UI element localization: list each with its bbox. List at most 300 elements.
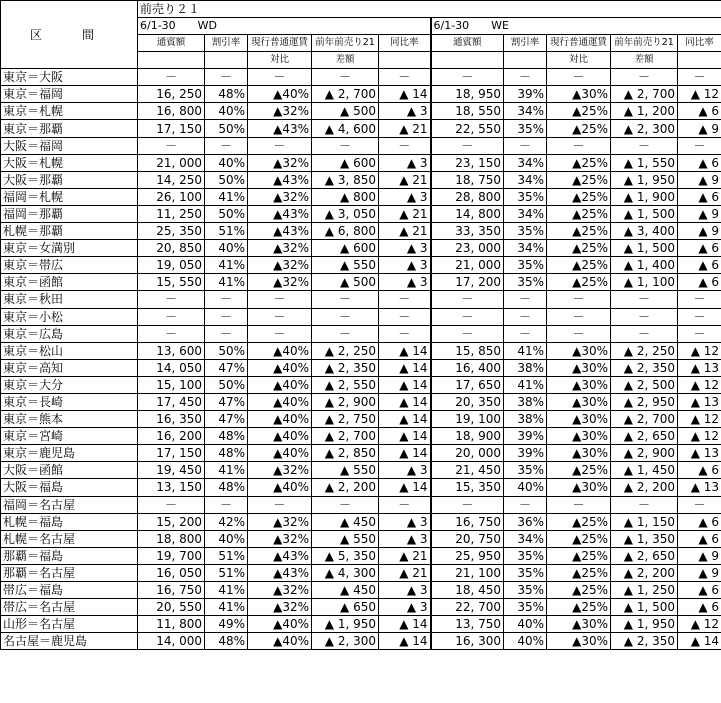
we-ratio-cell: ▲ 14: [678, 633, 721, 650]
wd-disc-cell: 48%: [205, 445, 248, 462]
we-prev-cell: ▲ 2, 200: [611, 479, 678, 496]
we-disc-cell: 40%: [504, 479, 547, 496]
wd-cmp-cell: ▲32%: [248, 188, 312, 205]
we-fare-cell: 20, 750: [431, 530, 504, 547]
we-ratio-cell: ▲ 12: [678, 428, 721, 445]
wd-disc-cell: 51%: [205, 223, 248, 240]
we-cmp-header: 現行普通運賃: [547, 35, 611, 52]
wd-fare-cell: 19, 700: [138, 547, 205, 564]
we-cmp-cell: ▲25%: [547, 582, 611, 599]
wd-ratio-cell: ▲ 3: [379, 103, 431, 120]
we-cmp-cell: ▲25%: [547, 513, 611, 530]
wd-cmp-cell: ▲32%: [248, 257, 312, 274]
wd-cmp-cell: ▲40%: [248, 428, 312, 445]
wd-ratio-cell: －: [379, 69, 431, 86]
wd-fare-cell: 16, 250: [138, 86, 205, 103]
we-disc-cell: 35%: [504, 274, 547, 291]
we-disc-cell: 41%: [504, 342, 547, 359]
we-ratio-cell: ▲ 12: [678, 86, 721, 103]
we-disc-cell: 41%: [504, 376, 547, 393]
we-cmp-cell: ▲25%: [547, 171, 611, 188]
wd-disc-cell: －: [205, 69, 248, 86]
route-cell: 東京＝函館: [1, 274, 138, 291]
table-row: [1, 428, 721, 445]
wd-disc-cell: 40%: [205, 103, 248, 120]
we-prev-cell: ▲ 1, 400: [611, 257, 678, 274]
wd-prev-cell: ▲ 650: [312, 599, 379, 616]
we-cmp-cell: ▲25%: [547, 120, 611, 137]
wd-ratio-cell: ▲ 21: [379, 547, 431, 564]
table-row: [1, 205, 721, 222]
wd-ratio-cell: ▲ 14: [379, 411, 431, 428]
route-cell: 大阪＝札幌: [1, 154, 138, 171]
table-row: [1, 171, 721, 188]
wd-prev-header: 前年前売り21: [312, 35, 379, 52]
we-prev-cell: ▲ 1, 950: [611, 616, 678, 633]
we-disc-cell: 34%: [504, 154, 547, 171]
table-row: [1, 393, 721, 410]
we-fare-cell: 15, 350: [431, 479, 504, 496]
wd-fare-cell: －: [138, 308, 205, 325]
wd-fare-cell: 14, 000: [138, 633, 205, 650]
wd-disc-cell: 51%: [205, 547, 248, 564]
we-fare-cell: 23, 150: [431, 154, 504, 171]
wd-prev-cell: ▲ 500: [312, 103, 379, 120]
wd-prev-cell: －: [312, 308, 379, 325]
we-prev-cell: ▲ 2, 700: [611, 411, 678, 428]
wd-prev-cell: ▲ 550: [312, 462, 379, 479]
route-cell: 東京＝熊本: [1, 411, 138, 428]
route-cell: 那覇＝名古屋: [1, 564, 138, 581]
we-prev-cell: －: [611, 137, 678, 154]
table-row: [1, 530, 721, 547]
wd-ratio-cell: －: [379, 325, 431, 342]
we-prev-cell: －: [611, 496, 678, 513]
we-disc-cell: －: [504, 308, 547, 325]
wd-ratio-cell: ▲ 3: [379, 188, 431, 205]
wd-prev-cell: ▲ 600: [312, 154, 379, 171]
table-row: [1, 359, 721, 376]
wd-prev-cell: ▲ 1, 950: [312, 616, 379, 633]
route-cell: 東京＝秋田: [1, 291, 138, 308]
we-prev-cell: ▲ 1, 500: [611, 240, 678, 257]
route-cell: 東京＝小松: [1, 308, 138, 325]
wd-ratio-cell: ▲ 21: [379, 205, 431, 222]
wd-disc-cell: －: [205, 496, 248, 513]
wd-disc-cell: 50%: [205, 120, 248, 137]
we-cmp-cell: ▲25%: [547, 154, 611, 171]
wd-disc-cell: 49%: [205, 616, 248, 633]
wd-ratio-cell: ▲ 3: [379, 462, 431, 479]
we-fare-cell: 20, 000: [431, 445, 504, 462]
we-cmp-cell: ▲25%: [547, 274, 611, 291]
we-cmp-cell: ▲25%: [547, 240, 611, 257]
wd-cmp-cell: ▲40%: [248, 376, 312, 393]
we-prev-cell: －: [611, 69, 678, 86]
table-row: [1, 154, 721, 171]
we-ratio-cell: ▲ 13: [678, 393, 721, 410]
wd-fare-cell: －: [138, 325, 205, 342]
we-fare-cell: 16, 300: [431, 633, 504, 650]
route-cell: 大阪＝福島: [1, 479, 138, 496]
we-fare-cell: 22, 700: [431, 599, 504, 616]
we-ratio-cell: ▲ 13: [678, 359, 721, 376]
we-prev-cell: ▲ 3, 400: [611, 223, 678, 240]
wd-disc-cell: 40%: [205, 530, 248, 547]
wd-ratio-cell: ▲ 14: [379, 633, 431, 650]
wd-ratio-cell: －: [379, 137, 431, 154]
we-ratio-cell: ▲ 9: [678, 205, 721, 222]
wd-cmp-cell: ▲32%: [248, 582, 312, 599]
table-row: [1, 479, 721, 496]
we-ratio-cell: ▲ 12: [678, 616, 721, 633]
wd-prev-cell: ▲ 4, 600: [312, 120, 379, 137]
section-header: 区 間: [1, 1, 138, 69]
wd-prev-cell: ▲ 3, 050: [312, 205, 379, 222]
route-cell: 東京＝広島: [1, 325, 138, 342]
wd-ratio-cell: ▲ 14: [379, 376, 431, 393]
we-disc-cell: －: [504, 496, 547, 513]
route-cell: 東京＝大阪: [1, 69, 138, 86]
route-cell: 札幌＝那覇: [1, 223, 138, 240]
wd-prev-cell: ▲ 2, 550: [312, 376, 379, 393]
we-cmp-cell: ▲25%: [547, 599, 611, 616]
we-prev-cell: ▲ 1, 100: [611, 274, 678, 291]
we-disc-cell: 35%: [504, 257, 547, 274]
route-cell: 札幌＝福島: [1, 513, 138, 530]
we-prev-cell: ▲ 2, 350: [611, 359, 678, 376]
table-row: [1, 188, 721, 205]
route-cell: 名古屋＝鹿児島: [1, 633, 138, 650]
route-cell: 東京＝長崎: [1, 393, 138, 410]
we-ratio-subheader: [678, 52, 721, 69]
wd-cmp-cell: ▲40%: [248, 445, 312, 462]
we-cmp-cell: ▲25%: [547, 103, 611, 120]
wd-ratio-cell: ▲ 3: [379, 513, 431, 530]
wd-ratio-header: 同比率: [379, 35, 431, 52]
wd-fare-cell: 13, 600: [138, 342, 205, 359]
we-ratio-cell: －: [678, 325, 721, 342]
we-prev-cell: ▲ 2, 700: [611, 86, 678, 103]
we-ratio-cell: －: [678, 69, 721, 86]
we-ratio-cell: ▲ 6: [678, 103, 721, 120]
we-prev-cell: ▲ 2, 900: [611, 445, 678, 462]
wd-cmp-cell: －: [248, 496, 312, 513]
table-row: [1, 325, 721, 342]
wd-cmp-subheader: 対比: [248, 52, 312, 69]
wd-cmp-cell: ▲32%: [248, 103, 312, 120]
wd-fare-cell: 18, 800: [138, 530, 205, 547]
wd-cmp-cell: ▲32%: [248, 154, 312, 171]
we-disc-cell: 34%: [504, 171, 547, 188]
wd-fare-cell: 16, 350: [138, 411, 205, 428]
we-ratio-cell: ▲ 6: [678, 599, 721, 616]
wd-disc-cell: 50%: [205, 205, 248, 222]
we-disc-cell: 35%: [504, 223, 547, 240]
table-row: [1, 103, 721, 120]
we-cmp-cell: －: [547, 308, 611, 325]
we-disc-cell: 36%: [504, 513, 547, 530]
wd-prev-cell: ▲ 2, 700: [312, 428, 379, 445]
we-ratio-cell: ▲ 12: [678, 376, 721, 393]
wd-disc-cell: －: [205, 137, 248, 154]
wd-fare-header: 通賓額: [138, 35, 205, 52]
we-disc-cell: 35%: [504, 582, 547, 599]
wd-fare-cell: 15, 100: [138, 376, 205, 393]
table-row: [1, 633, 721, 650]
wd-fare-cell: －: [138, 496, 205, 513]
we-disc-cell: 34%: [504, 103, 547, 120]
wd-disc-cell: 47%: [205, 359, 248, 376]
we-fare-cell: 25, 950: [431, 547, 504, 564]
wd-fare-cell: －: [138, 291, 205, 308]
wd-fare-cell: 13, 150: [138, 479, 205, 496]
table-row: [1, 582, 721, 599]
we-period: 6/1-30 WE: [431, 18, 721, 35]
we-cmp-cell: ▲25%: [547, 223, 611, 240]
we-cmp-cell: ▲30%: [547, 342, 611, 359]
route-cell: 札幌＝名古屋: [1, 530, 138, 547]
wd-prev-cell: ▲ 2, 300: [312, 633, 379, 650]
we-disc-cell: 35%: [504, 599, 547, 616]
route-cell: 福岡＝那覇: [1, 205, 138, 222]
wd-cmp-cell: ▲40%: [248, 86, 312, 103]
wd-fare-cell: 16, 050: [138, 564, 205, 581]
route-cell: 東京＝福岡: [1, 86, 138, 103]
we-ratio-cell: ▲ 13: [678, 445, 721, 462]
wd-fare-cell: 15, 200: [138, 513, 205, 530]
route-cell: 東京＝宮崎: [1, 428, 138, 445]
we-prev-cell: ▲ 1, 450: [611, 462, 678, 479]
we-disc-cell: 34%: [504, 530, 547, 547]
we-ratio-cell: ▲ 9: [678, 547, 721, 564]
wd-fare-cell: 16, 200: [138, 428, 205, 445]
wd-ratio-cell: ▲ 14: [379, 616, 431, 633]
wd-fare-cell: 20, 550: [138, 599, 205, 616]
we-ratio-cell: ▲ 6: [678, 274, 721, 291]
we-prev-cell: －: [611, 291, 678, 308]
we-fare-cell: 23, 000: [431, 240, 504, 257]
wd-disc-subheader: [205, 52, 248, 69]
we-ratio-cell: ▲ 6: [678, 257, 721, 274]
table-row: [1, 513, 721, 530]
table-row: [1, 599, 721, 616]
we-ratio-cell: －: [678, 496, 721, 513]
wd-fare-cell: 25, 350: [138, 223, 205, 240]
we-prev-header: 前年前売り21: [611, 35, 678, 52]
we-ratio-cell: ▲ 6: [678, 513, 721, 530]
we-prev-cell: ▲ 1, 250: [611, 582, 678, 599]
we-ratio-cell: ▲ 6: [678, 188, 721, 205]
wd-prev-cell: ▲ 2, 750: [312, 411, 379, 428]
table-row: [1, 564, 721, 581]
we-disc-cell: 39%: [504, 445, 547, 462]
wd-prev-cell: ▲ 3, 850: [312, 171, 379, 188]
wd-ratio-cell: ▲ 3: [379, 240, 431, 257]
we-cmp-cell: ▲30%: [547, 428, 611, 445]
table-row: [1, 308, 721, 325]
we-ratio-cell: ▲ 9: [678, 564, 721, 581]
we-disc-cell: －: [504, 325, 547, 342]
we-fare-cell: 21, 000: [431, 257, 504, 274]
we-fare-cell: 18, 900: [431, 428, 504, 445]
wd-cmp-cell: －: [248, 137, 312, 154]
wd-ratio-cell: －: [379, 291, 431, 308]
route-cell: 山形＝名古屋: [1, 616, 138, 633]
we-cmp-cell: ▲30%: [547, 479, 611, 496]
we-ratio-cell: ▲ 9: [678, 223, 721, 240]
wd-disc-cell: 50%: [205, 171, 248, 188]
we-cmp-cell: ▲30%: [547, 359, 611, 376]
we-disc-cell: －: [504, 137, 547, 154]
wd-fare-cell: 16, 750: [138, 582, 205, 599]
wd-ratio-cell: ▲ 14: [379, 393, 431, 410]
we-disc-cell: 40%: [504, 616, 547, 633]
wd-disc-cell: 48%: [205, 479, 248, 496]
wd-prev-cell: ▲ 2, 350: [312, 359, 379, 376]
wd-prev-cell: －: [312, 325, 379, 342]
route-cell: 帯広＝福島: [1, 582, 138, 599]
wd-fare-cell: 14, 050: [138, 359, 205, 376]
wd-ratio-cell: ▲ 3: [379, 530, 431, 547]
wd-ratio-cell: ▲ 3: [379, 274, 431, 291]
table-row: [1, 274, 721, 291]
we-fare-cell: 21, 450: [431, 462, 504, 479]
campaign-title: 前売り２１: [138, 1, 721, 18]
wd-cmp-cell: ▲40%: [248, 359, 312, 376]
we-cmp-cell: －: [547, 496, 611, 513]
we-cmp-cell: ▲25%: [547, 547, 611, 564]
route-cell: 東京＝松山: [1, 342, 138, 359]
route-cell: 東京＝高知: [1, 359, 138, 376]
we-prev-cell: ▲ 1, 150: [611, 513, 678, 530]
table-row: [1, 137, 721, 154]
table-row: [1, 291, 721, 308]
wd-ratio-cell: ▲ 14: [379, 428, 431, 445]
wd-cmp-cell: ▲43%: [248, 205, 312, 222]
we-prev-cell: ▲ 2, 250: [611, 342, 678, 359]
wd-disc-cell: 40%: [205, 240, 248, 257]
wd-ratio-cell: ▲ 3: [379, 582, 431, 599]
we-fare-cell: 16, 750: [431, 513, 504, 530]
wd-cmp-cell: －: [248, 69, 312, 86]
wd-ratio-cell: ▲ 14: [379, 479, 431, 496]
we-fare-subheader: [431, 52, 504, 69]
route-cell: 東京＝帯広: [1, 257, 138, 274]
table-row: [1, 376, 721, 393]
we-ratio-cell: －: [678, 291, 721, 308]
we-ratio-cell: ▲ 6: [678, 462, 721, 479]
we-fare-cell: 14, 800: [431, 205, 504, 222]
we-prev-cell: ▲ 2, 950: [611, 393, 678, 410]
wd-disc-cell: 41%: [205, 274, 248, 291]
we-prev-cell: ▲ 2, 650: [611, 428, 678, 445]
wd-prev-cell: －: [312, 69, 379, 86]
we-cmp-cell: ▲30%: [547, 616, 611, 633]
we-prev-cell: －: [611, 325, 678, 342]
wd-ratio-cell: －: [379, 308, 431, 325]
we-disc-cell: 34%: [504, 240, 547, 257]
we-fare-cell: 21, 100: [431, 564, 504, 581]
table-row: [1, 257, 721, 274]
we-fare-cell: 15, 850: [431, 342, 504, 359]
wd-prev-cell: ▲ 600: [312, 240, 379, 257]
we-cmp-cell: ▲30%: [547, 376, 611, 393]
wd-prev-cell: ▲ 2, 250: [312, 342, 379, 359]
wd-prev-cell: ▲ 2, 900: [312, 393, 379, 410]
wd-cmp-cell: ▲32%: [248, 240, 312, 257]
we-disc-cell: 39%: [504, 86, 547, 103]
wd-disc-cell: －: [205, 291, 248, 308]
we-disc-cell: －: [504, 69, 547, 86]
we-prev-cell: ▲ 1, 900: [611, 188, 678, 205]
we-disc-cell: 35%: [504, 188, 547, 205]
wd-fare-cell: 15, 550: [138, 274, 205, 291]
we-fare-cell: 20, 350: [431, 393, 504, 410]
wd-prev-cell: ▲ 550: [312, 530, 379, 547]
we-ratio-cell: ▲ 6: [678, 154, 721, 171]
we-fare-cell: －: [431, 69, 504, 86]
wd-fare-cell: 26, 100: [138, 188, 205, 205]
we-fare-cell: －: [431, 496, 504, 513]
wd-fare-cell: －: [138, 69, 205, 86]
wd-disc-cell: 47%: [205, 393, 248, 410]
we-fare-cell: －: [431, 325, 504, 342]
wd-fare-cell: 11, 800: [138, 616, 205, 633]
we-fare-cell: 16, 400: [431, 359, 504, 376]
we-disc-subheader: [504, 52, 547, 69]
we-fare-cell: 13, 750: [431, 616, 504, 633]
table-row: [1, 462, 721, 479]
we-fare-cell: 18, 450: [431, 582, 504, 599]
wd-disc-cell: 41%: [205, 188, 248, 205]
we-prev-cell: ▲ 1, 200: [611, 103, 678, 120]
wd-cmp-header: 現行普通運賃: [248, 35, 312, 52]
wd-cmp-cell: ▲40%: [248, 411, 312, 428]
route-cell: 東京＝女満別: [1, 240, 138, 257]
wd-cmp-cell: ▲43%: [248, 171, 312, 188]
wd-prev-cell: ▲ 500: [312, 274, 379, 291]
wd-cmp-cell: ▲40%: [248, 633, 312, 650]
we-prev-cell: ▲ 1, 500: [611, 205, 678, 222]
wd-prev-cell: ▲ 2, 850: [312, 445, 379, 462]
wd-prev-subheader: 差額: [312, 52, 379, 69]
we-cmp-cell: ▲25%: [547, 257, 611, 274]
table-row: [1, 445, 721, 462]
table-row: [1, 69, 721, 86]
wd-fare-cell: 17, 450: [138, 393, 205, 410]
wd-disc-header: 割引率: [205, 35, 248, 52]
wd-disc-cell: 47%: [205, 411, 248, 428]
route-cell: 福岡＝札幌: [1, 188, 138, 205]
we-fare-cell: 19, 100: [431, 411, 504, 428]
wd-disc-cell: 41%: [205, 462, 248, 479]
we-fare-cell: 18, 550: [431, 103, 504, 120]
wd-disc-cell: －: [205, 308, 248, 325]
we-ratio-cell: ▲ 12: [678, 342, 721, 359]
wd-period: 6/1-30 WD: [138, 18, 431, 35]
wd-prev-cell: ▲ 450: [312, 582, 379, 599]
we-ratio-cell: ▲ 12: [678, 411, 721, 428]
wd-prev-cell: ▲ 550: [312, 257, 379, 274]
we-ratio-cell: ▲ 9: [678, 171, 721, 188]
we-ratio-cell: －: [678, 137, 721, 154]
route-cell: 大阪＝那覇: [1, 171, 138, 188]
table-row: [1, 240, 721, 257]
we-cmp-cell: ▲30%: [547, 86, 611, 103]
we-ratio-cell: ▲ 6: [678, 240, 721, 257]
we-prev-cell: ▲ 1, 950: [611, 171, 678, 188]
